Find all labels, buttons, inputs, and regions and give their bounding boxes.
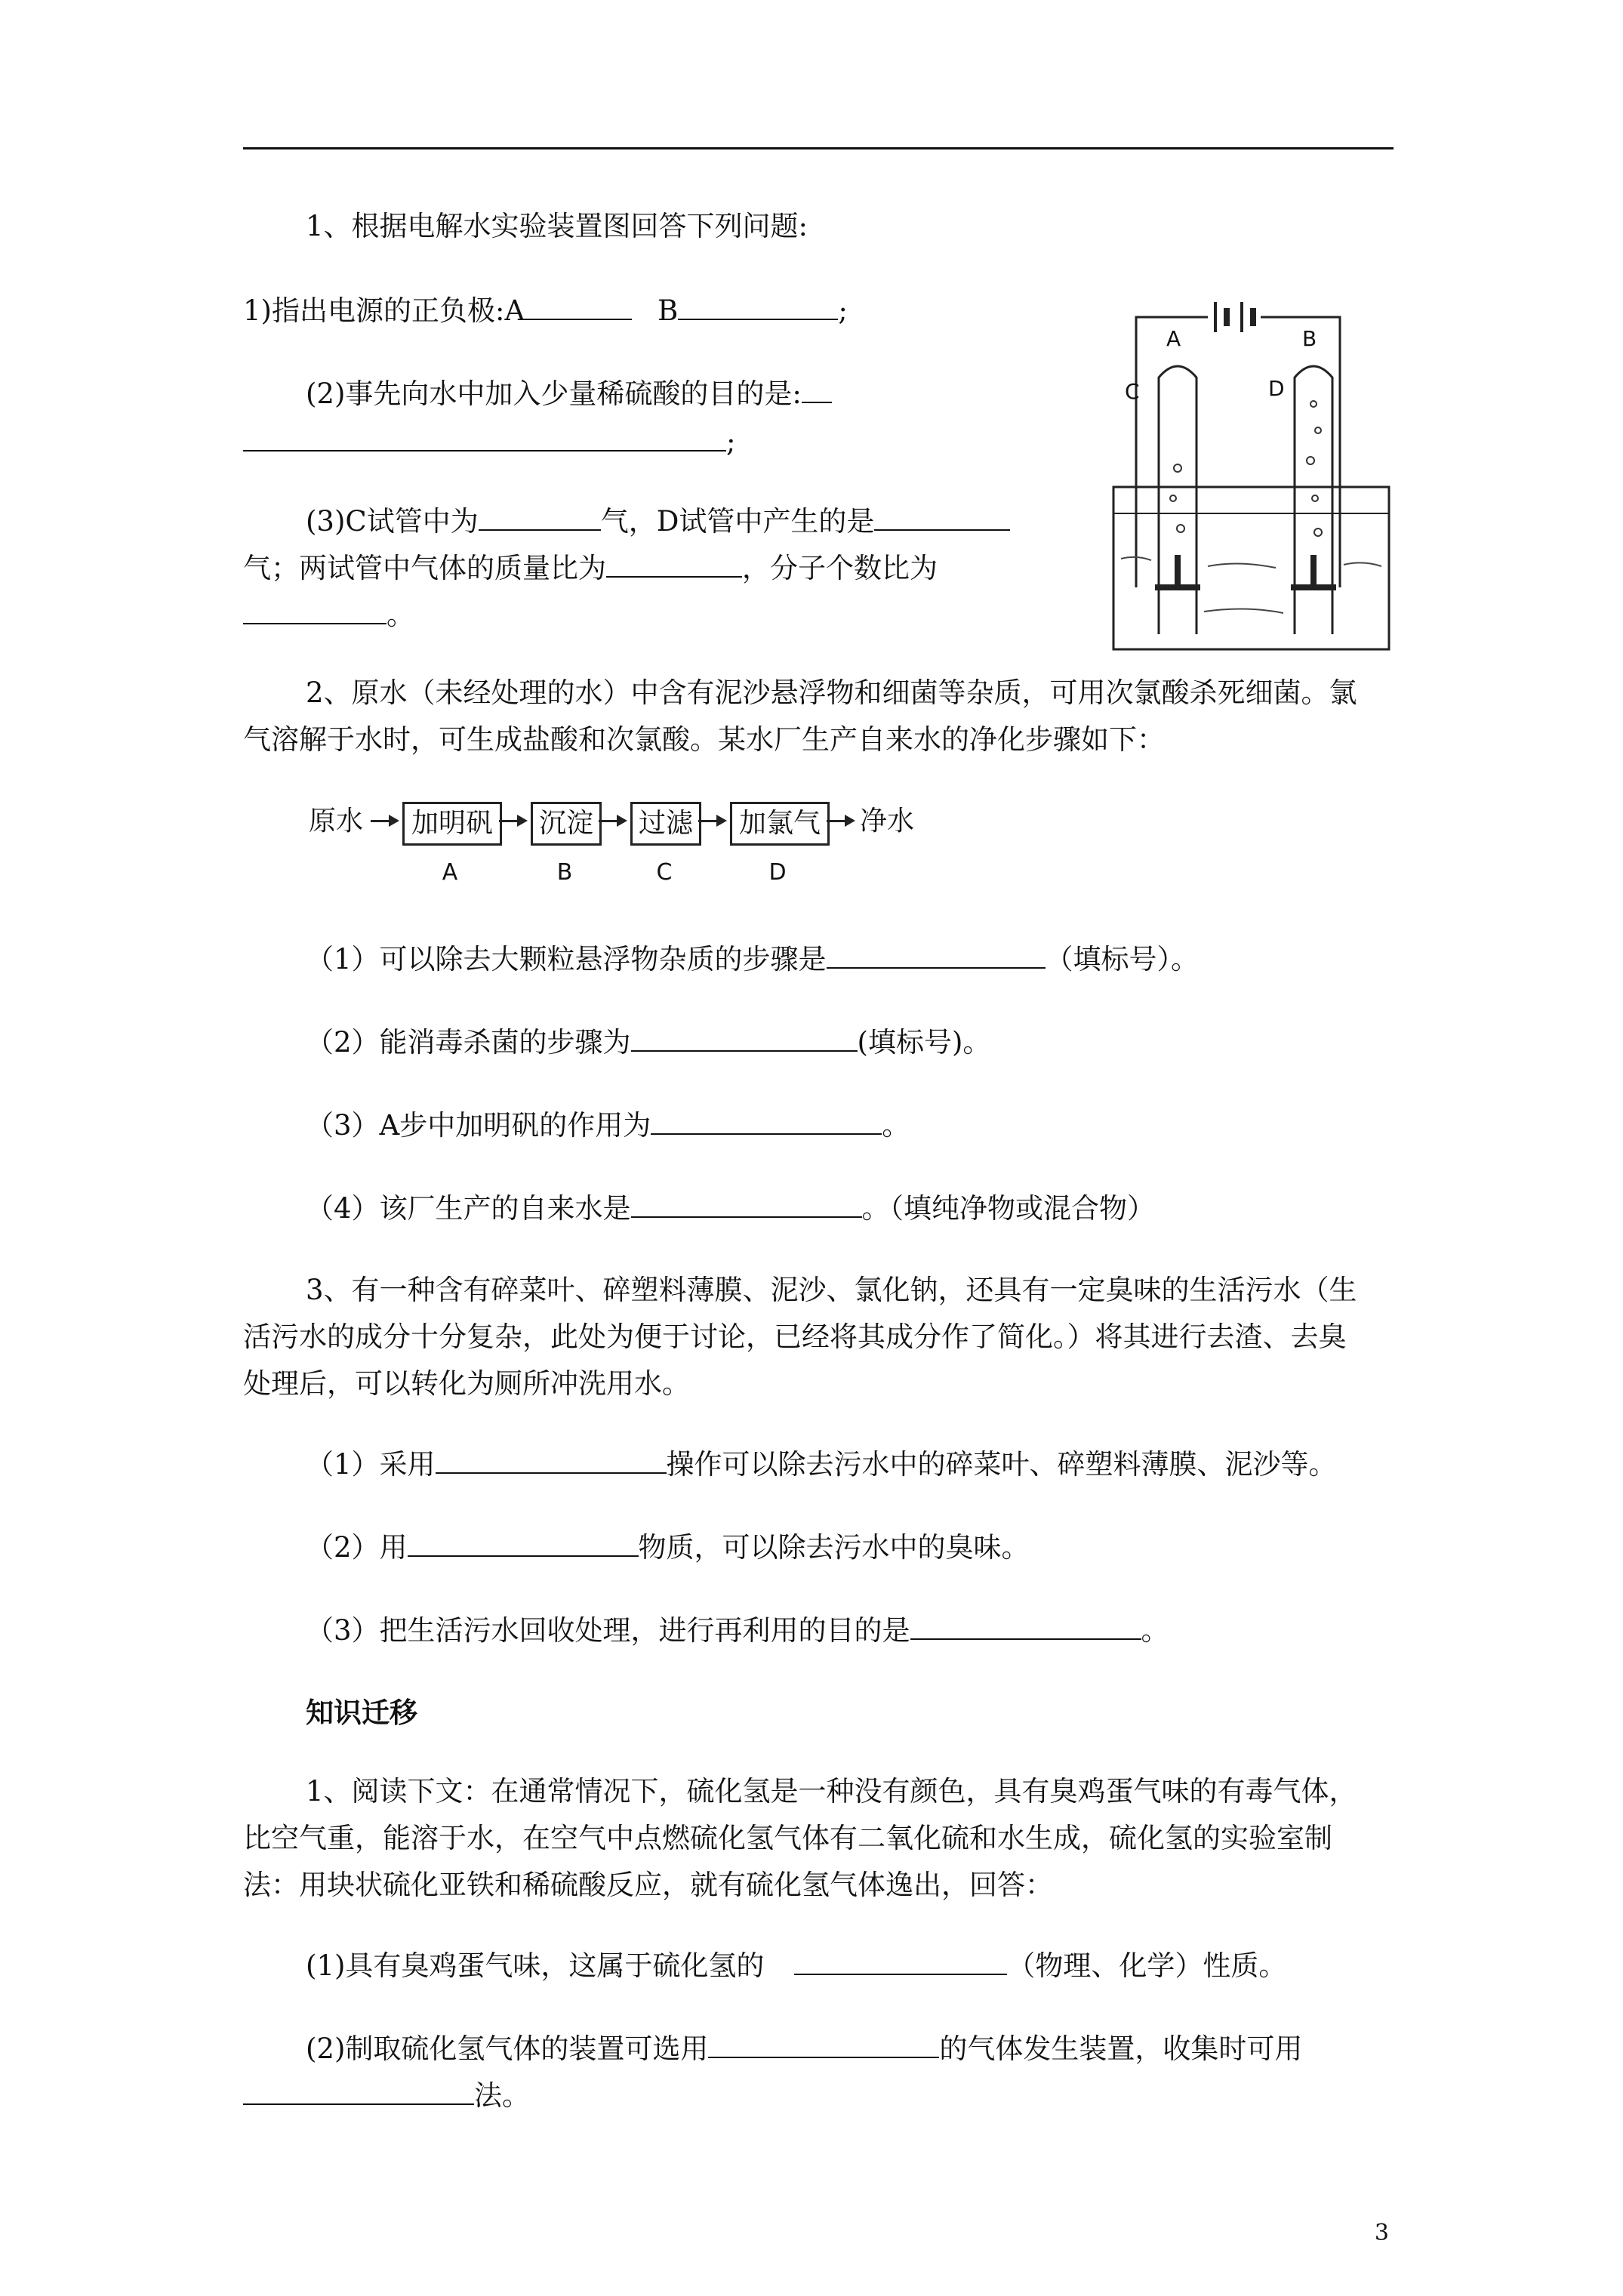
- q1-part3-line1: [306, 502, 1010, 540]
- figure-label-d: D: [1268, 376, 1285, 401]
- figure-label-a: A: [1166, 326, 1181, 351]
- q2-sub4-text: （4）该厂生产的自来水是: [306, 1192, 631, 1225]
- flow-step-label-d: D: [768, 859, 787, 886]
- header-rule: [243, 147, 1394, 149]
- q3-sub3-end: 。: [1141, 1614, 1169, 1647]
- page-number: 3: [1374, 2220, 1389, 2246]
- q1-part1: [243, 291, 848, 329]
- transfer-sub2-mid: 的气体发生装置，收集时可用: [939, 2032, 1303, 2065]
- transfer-sub2: [306, 2029, 1302, 2067]
- q1-part2-end: ;: [726, 426, 736, 458]
- electrolysis-apparatus-figure: [1095, 279, 1397, 657]
- q2-sub3: [306, 1106, 910, 1144]
- answer-blank-mass-ratio[interactable]: [606, 549, 742, 578]
- q3-intro-line1: 3、有一种含有碎菜叶、碎塑料薄膜、泥沙、氯化钠，还具有一定臭味的生活污水（生: [306, 1274, 1357, 1306]
- flow-arrow-5: [827, 820, 852, 822]
- q3-sub2: [306, 1528, 1030, 1566]
- answer-blank-transfer-1[interactable]: [794, 1946, 1007, 1975]
- q2-sub3-end: 。: [882, 1109, 910, 1142]
- q1-part3-c: 气；两试管中气体的质量比为: [243, 552, 606, 584]
- answer-blank-transfer-3[interactable]: [243, 2076, 474, 2105]
- q2-sub2-end: (填标号)。: [857, 1026, 991, 1059]
- q2-sub2-text: （2）能消毒杀菌的步骤为: [306, 1026, 631, 1059]
- q1-part3-a: (3)C试管中为: [306, 505, 479, 538]
- q2-intro-line2: 气溶解于水时，可生成盐酸和次氯酸。某水厂生产自来水的净化步骤如下：: [243, 723, 1165, 756]
- answer-blank-q2-4[interactable]: [631, 1189, 862, 1218]
- q2-sub3-text: （3）A步中加明矾的作用为: [306, 1109, 651, 1142]
- flow-step-a-box: 加明矾: [402, 802, 502, 846]
- q3-sub3: [306, 1611, 1169, 1649]
- flow-step-d-box: 加氯气: [730, 802, 830, 846]
- answer-blank-q2-1[interactable]: [827, 940, 1046, 969]
- q3-sub3-text: （3）把生活污水回收处理，进行再利用的目的是: [306, 1614, 910, 1647]
- q1-part3-end: 。: [387, 599, 414, 631]
- q3-intro-line2: 活污水的成分十分复杂，此处为便于讨论，已经将其成分作了简化。）将其进行去渣、去臭: [243, 1321, 1347, 1353]
- figure-label-c: C: [1125, 379, 1140, 404]
- q1-part1-b-label: B: [658, 294, 679, 327]
- flow-step-label-b: B: [556, 859, 573, 886]
- q3-sub1-end: 操作可以除去污水中的碎菜叶、碎塑料薄膜、泥沙等。: [666, 1448, 1337, 1481]
- flow-step-c-box: 过滤: [630, 802, 701, 846]
- flow-arrow-3: [599, 820, 624, 822]
- transfer-intro-line1: 1、阅读下文：在通常情况下，硫化氢是一种没有颜色，具有臭鸡蛋气味的有毒气体，: [306, 1775, 1357, 1808]
- q1-part3-line2: [243, 549, 938, 587]
- answer-blank-q2-3[interactable]: [651, 1106, 882, 1135]
- q2-sub2: [306, 1023, 990, 1061]
- transfer-intro-line2: 比空气重，能溶于水，在空气中点燃硫化氢气体有二氧化硫和水生成，硫化氢的实验室制: [243, 1822, 1332, 1854]
- flow-step-label-a: A: [442, 859, 458, 886]
- section-heading-knowledge-transfer: 知识迁移: [306, 1696, 417, 1729]
- q1-part1-end: ;: [838, 294, 848, 327]
- q3-sub1: [306, 1445, 1337, 1483]
- flow-step-label-c: C: [656, 859, 673, 886]
- q1-part2: [306, 374, 832, 412]
- answer-blank-d-gas[interactable]: [874, 502, 1010, 531]
- transfer-sub2-cont: [243, 2076, 530, 2114]
- q1-part1-prefix: 1)指出电源的正负极:A: [243, 294, 525, 327]
- answer-blank-q2-2[interactable]: [631, 1023, 858, 1052]
- transfer-intro-line3: 法：用块状硫化亚铁和稀硫酸反应，就有硫化氢气体逸出，回答：: [243, 1869, 1053, 1901]
- transfer-sub2-end: 法。: [474, 2079, 530, 2112]
- transfer-sub1-end: （物理、化学）性质。: [1007, 1949, 1287, 1982]
- flow-arrow-1: [371, 820, 396, 822]
- answer-blank-q3-1[interactable]: [436, 1445, 667, 1474]
- q3-sub2-end: 物质，可以除去污水中的臭味。: [638, 1531, 1030, 1564]
- answer-blank-c-gas[interactable]: [479, 502, 601, 531]
- electrolysis-apparatus-drawing: [1095, 279, 1397, 657]
- transfer-sub2-text: (2)制取硫化氢气体的装置可选用: [306, 2032, 709, 2065]
- q2-intro-line1: 2、原水（未经处理的水）中含有泥沙悬浮物和细菌等杂质，可用次氯酸杀死细菌。氯: [306, 676, 1357, 709]
- answer-blank-q3-3[interactable]: [910, 1611, 1141, 1640]
- answer-blank-b[interactable]: [678, 291, 838, 320]
- flow-arrow-2: [499, 820, 525, 822]
- flow-step-b-box: 沉淀: [531, 802, 602, 846]
- figure-label-b: B: [1302, 326, 1317, 351]
- q3-intro-line3: 处理后，可以转化为厕所冲洗用水。: [243, 1367, 690, 1400]
- q3-sub2-text: （2）用: [306, 1531, 408, 1564]
- q1-title: 1、根据电解水实验装置图回答下列问题:: [306, 210, 808, 242]
- flow-start-node: 原水: [308, 806, 363, 837]
- flow-arrow-4: [698, 820, 724, 822]
- answer-blank-molecule-ratio[interactable]: [243, 596, 387, 624]
- transfer-sub1: [306, 1946, 1286, 1984]
- q2-sub1-end: （填标号）。: [1045, 943, 1200, 975]
- q2-sub1: [306, 940, 1199, 978]
- q1-part2-text: (2)事先向水中加入少量稀硫酸的目的是:: [306, 378, 802, 410]
- answer-blank-transfer-2[interactable]: [708, 2029, 939, 2058]
- answer-blank-sulfuric-purpose-start[interactable]: [802, 374, 832, 403]
- purification-flow-diagram: [306, 802, 985, 892]
- answer-blank-q3-2[interactable]: [408, 1528, 639, 1557]
- q2-sub4-end: 。（填纯净物或混合物）: [861, 1192, 1156, 1225]
- q1-part2-cont: [243, 423, 735, 461]
- flow-end-node: 净水: [859, 806, 914, 837]
- q1-part3-b: 气，D试管中产生的是: [600, 505, 875, 538]
- q2-sub1-text: （1）可以除去大颗粒悬浮物杂质的步骤是: [306, 943, 827, 975]
- q3-sub1-text: （1）采用: [306, 1448, 436, 1481]
- q1-part3-line3: [243, 596, 414, 633]
- answer-blank-sulfuric-purpose[interactable]: [243, 423, 726, 451]
- transfer-sub1-text: (1)具有臭鸡蛋气味，这属于硫化氢的: [306, 1949, 765, 1982]
- q1-part3-d: ，分子个数比为: [742, 552, 938, 584]
- answer-blank-a[interactable]: [525, 291, 632, 320]
- q2-sub4: [306, 1189, 1155, 1227]
